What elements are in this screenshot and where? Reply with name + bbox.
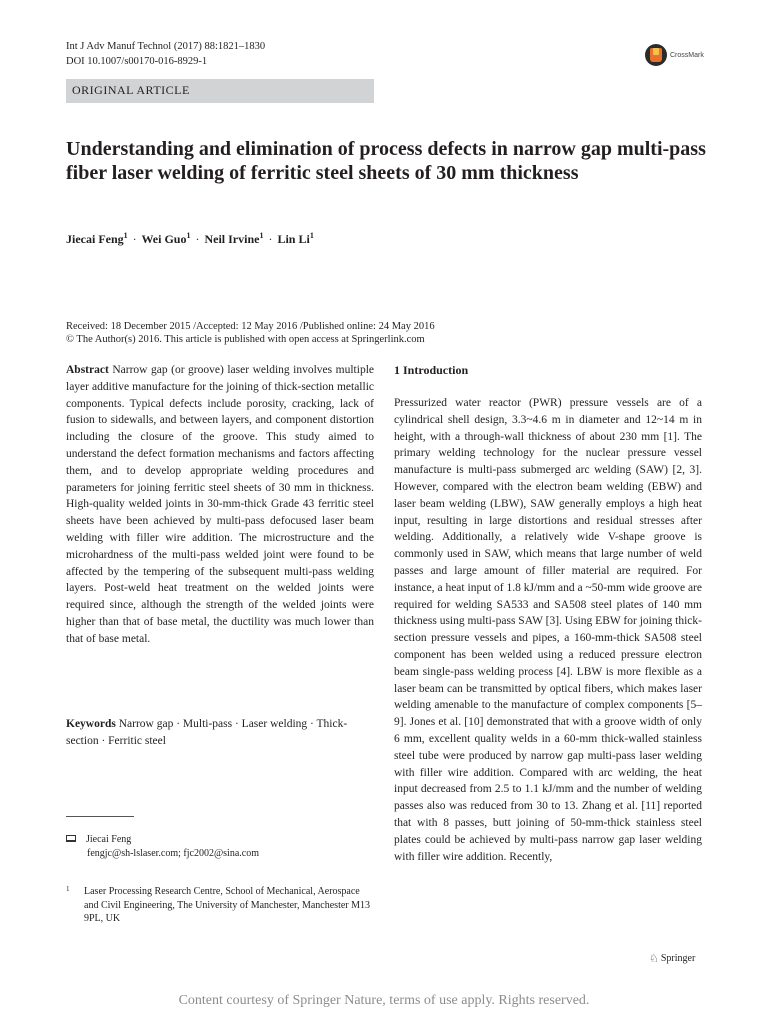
- author-list: [66, 231, 314, 247]
- author-separator: ·: [195, 232, 200, 246]
- correspondence-block: [66, 833, 259, 861]
- copyright-notice: © The Author(s) 2016. This article is published with open access at Springerlink.com: [66, 334, 425, 345]
- doi-link[interactable]: DOI 10.1007/s00170-016-8929-1: [66, 56, 208, 67]
- author-separator: ·: [268, 232, 273, 246]
- publication-dates: [66, 320, 435, 346]
- introduction-text: Pressurized water reactor (PWR) pressure vessels are of a cylindrical shell design, 3.3~4.6 m in diameter and 12~14 m in height, with a through-wall thickness of about 230 mm [1]. The primary welding technology for the nuclear pressure vessel manufacture is multi-pass submerged arc welding (SAW) [2, 3]. However, compared with the electron beam welding (EBW) and laser beam welding (LBW), SAW generally employs a high heat input, resulting in large distortions and residual stresses after welding. Additionally, a relatively wide V-shape groove is commonly used in SAW, which means that large number of weld passes and large amount of filler material are required. For instance, a heat input of 1.8 kJ/mm and a ~50-mm wide groove are required for welding SA533 and SA508 steel plates of 140 mm thickness using multi-pass SAW [3]. Using EBW for joining thick-section pressure vessels and pipes, a 160-mm-thick SA508 steel component has been welded using a reduced pressure electron beam single-pass welding process [4]. LBW is more flexible as a laser beam can be transmitted by optical fibers, which makes laser welding amenable to the manufacture of complex components [5–9]. Jones et al. [10] demonstrated that with a groove width of only 6 mm, excellent quality welds in a 60-mm thick-walled stainless steel tube were produced by narrow gap multi-pass laser welding with filler wire addition. Compared with arc welding, the heat input decreased from 2.5 to 1.1 kJ/mm and the number of welding passes also was reduced from 30 to 13. Zhang et al. [11] reported that with 8 passes, butt joining of 50-mm-thick stainless steel plates could be achieved by multi-pass narrow gap laser welding with filler wire addition. Recently,: [394, 397, 702, 863]
- keywords-label: Keywords: [66, 718, 116, 730]
- author-name[interactable]: Wei Guo: [141, 232, 187, 246]
- publisher-name: Springer: [660, 953, 696, 964]
- author-separator: ·: [132, 232, 137, 246]
- author-name[interactable]: Neil Irvine: [204, 232, 260, 246]
- publication-history: Received: 18 December 2015 /Accepted: 12 May 2016 /Published online: 24 May 2016: [66, 321, 435, 332]
- article-title: Understanding and elimination of process defects in narrow gap multi-pass fiber laser welding of ferritic steel sheets of 30 mm thickness: [66, 138, 706, 184]
- corresponding-author-name: Jiecai Feng: [86, 834, 132, 845]
- envelope-icon: [66, 835, 76, 842]
- journal-reference: Int J Adv Manuf Technol (2017) 88:1821–1830: [66, 41, 266, 52]
- article-type-banner: ORIGINAL ARTICLE: [66, 79, 374, 103]
- abstract-block: [66, 362, 374, 648]
- introduction-body: [394, 395, 702, 865]
- footnote-divider: [66, 816, 134, 817]
- author-name[interactable]: Jiecai Feng: [66, 232, 124, 246]
- abstract-label: Abstract: [66, 364, 109, 376]
- keywords-text: Narrow gap · Multi-pass · Laser welding · Thick-section · Ferritic steel: [66, 718, 348, 747]
- keywords-block: [66, 716, 374, 750]
- publisher-mark: [649, 952, 695, 965]
- section-heading: 1 Introduction: [394, 363, 469, 377]
- author-name[interactable]: Lin Li: [277, 232, 310, 246]
- footer-notice: Content courtesy of Springer Nature, terms of use apply. Rights reserved.: [178, 993, 590, 1008]
- crossmark-badge[interactable]: [645, 44, 704, 66]
- author-affiliation-mark: 1: [259, 231, 264, 240]
- author-affiliation-mark: 1: [123, 231, 128, 240]
- springer-horse-icon: ♘: [649, 953, 659, 965]
- affiliation-text: Laser Processing Research Centre, School of Mechanical, Aerospace and Civil Engineering, The University of Manchester, Manchester M13 9PL, UK: [84, 886, 371, 924]
- crossmark-icon: [645, 44, 667, 66]
- author-affiliation-mark: 1: [309, 231, 314, 240]
- corresponding-author-emails[interactable]: fengjc@sh-lslaser.com; fjc2002@sina.com: [87, 848, 259, 859]
- crossmark-label: CrossMark: [670, 51, 704, 59]
- affiliation-number: 1: [66, 885, 70, 893]
- author-affiliation-mark: 1: [186, 231, 191, 240]
- abstract-text: Narrow gap (or groove) laser welding involves multiple layer additive manufacture for the joining of thick-section metallic components. Typical defects include porosity, cracking, lack of fusion to sidewalls, and between layers, and component distortion including the closure of the groove. This study aimed to understand the defect formation mechanisms and factors affecting them, and to develop appropriate welding procedures and parameters for joining ferritic steel sheets of 30 mm in thickness. High-quality welded joints in 30-mm-thick Grade 43 ferritic steel sheets have been achieved by multi-pass defocused laser beam welding with filler wire addition. The microstructure and the microhardness of the multi-pass welded joint were found to be affected by the tempering of the subsequent multi-pass welding layers. Post-weld heat treatment on the welded joints were required since, although the strength of the welded joints were higher than that of base metal, the ductility was much lower than that of base metal.: [66, 364, 374, 645]
- affiliation-block: [66, 885, 376, 926]
